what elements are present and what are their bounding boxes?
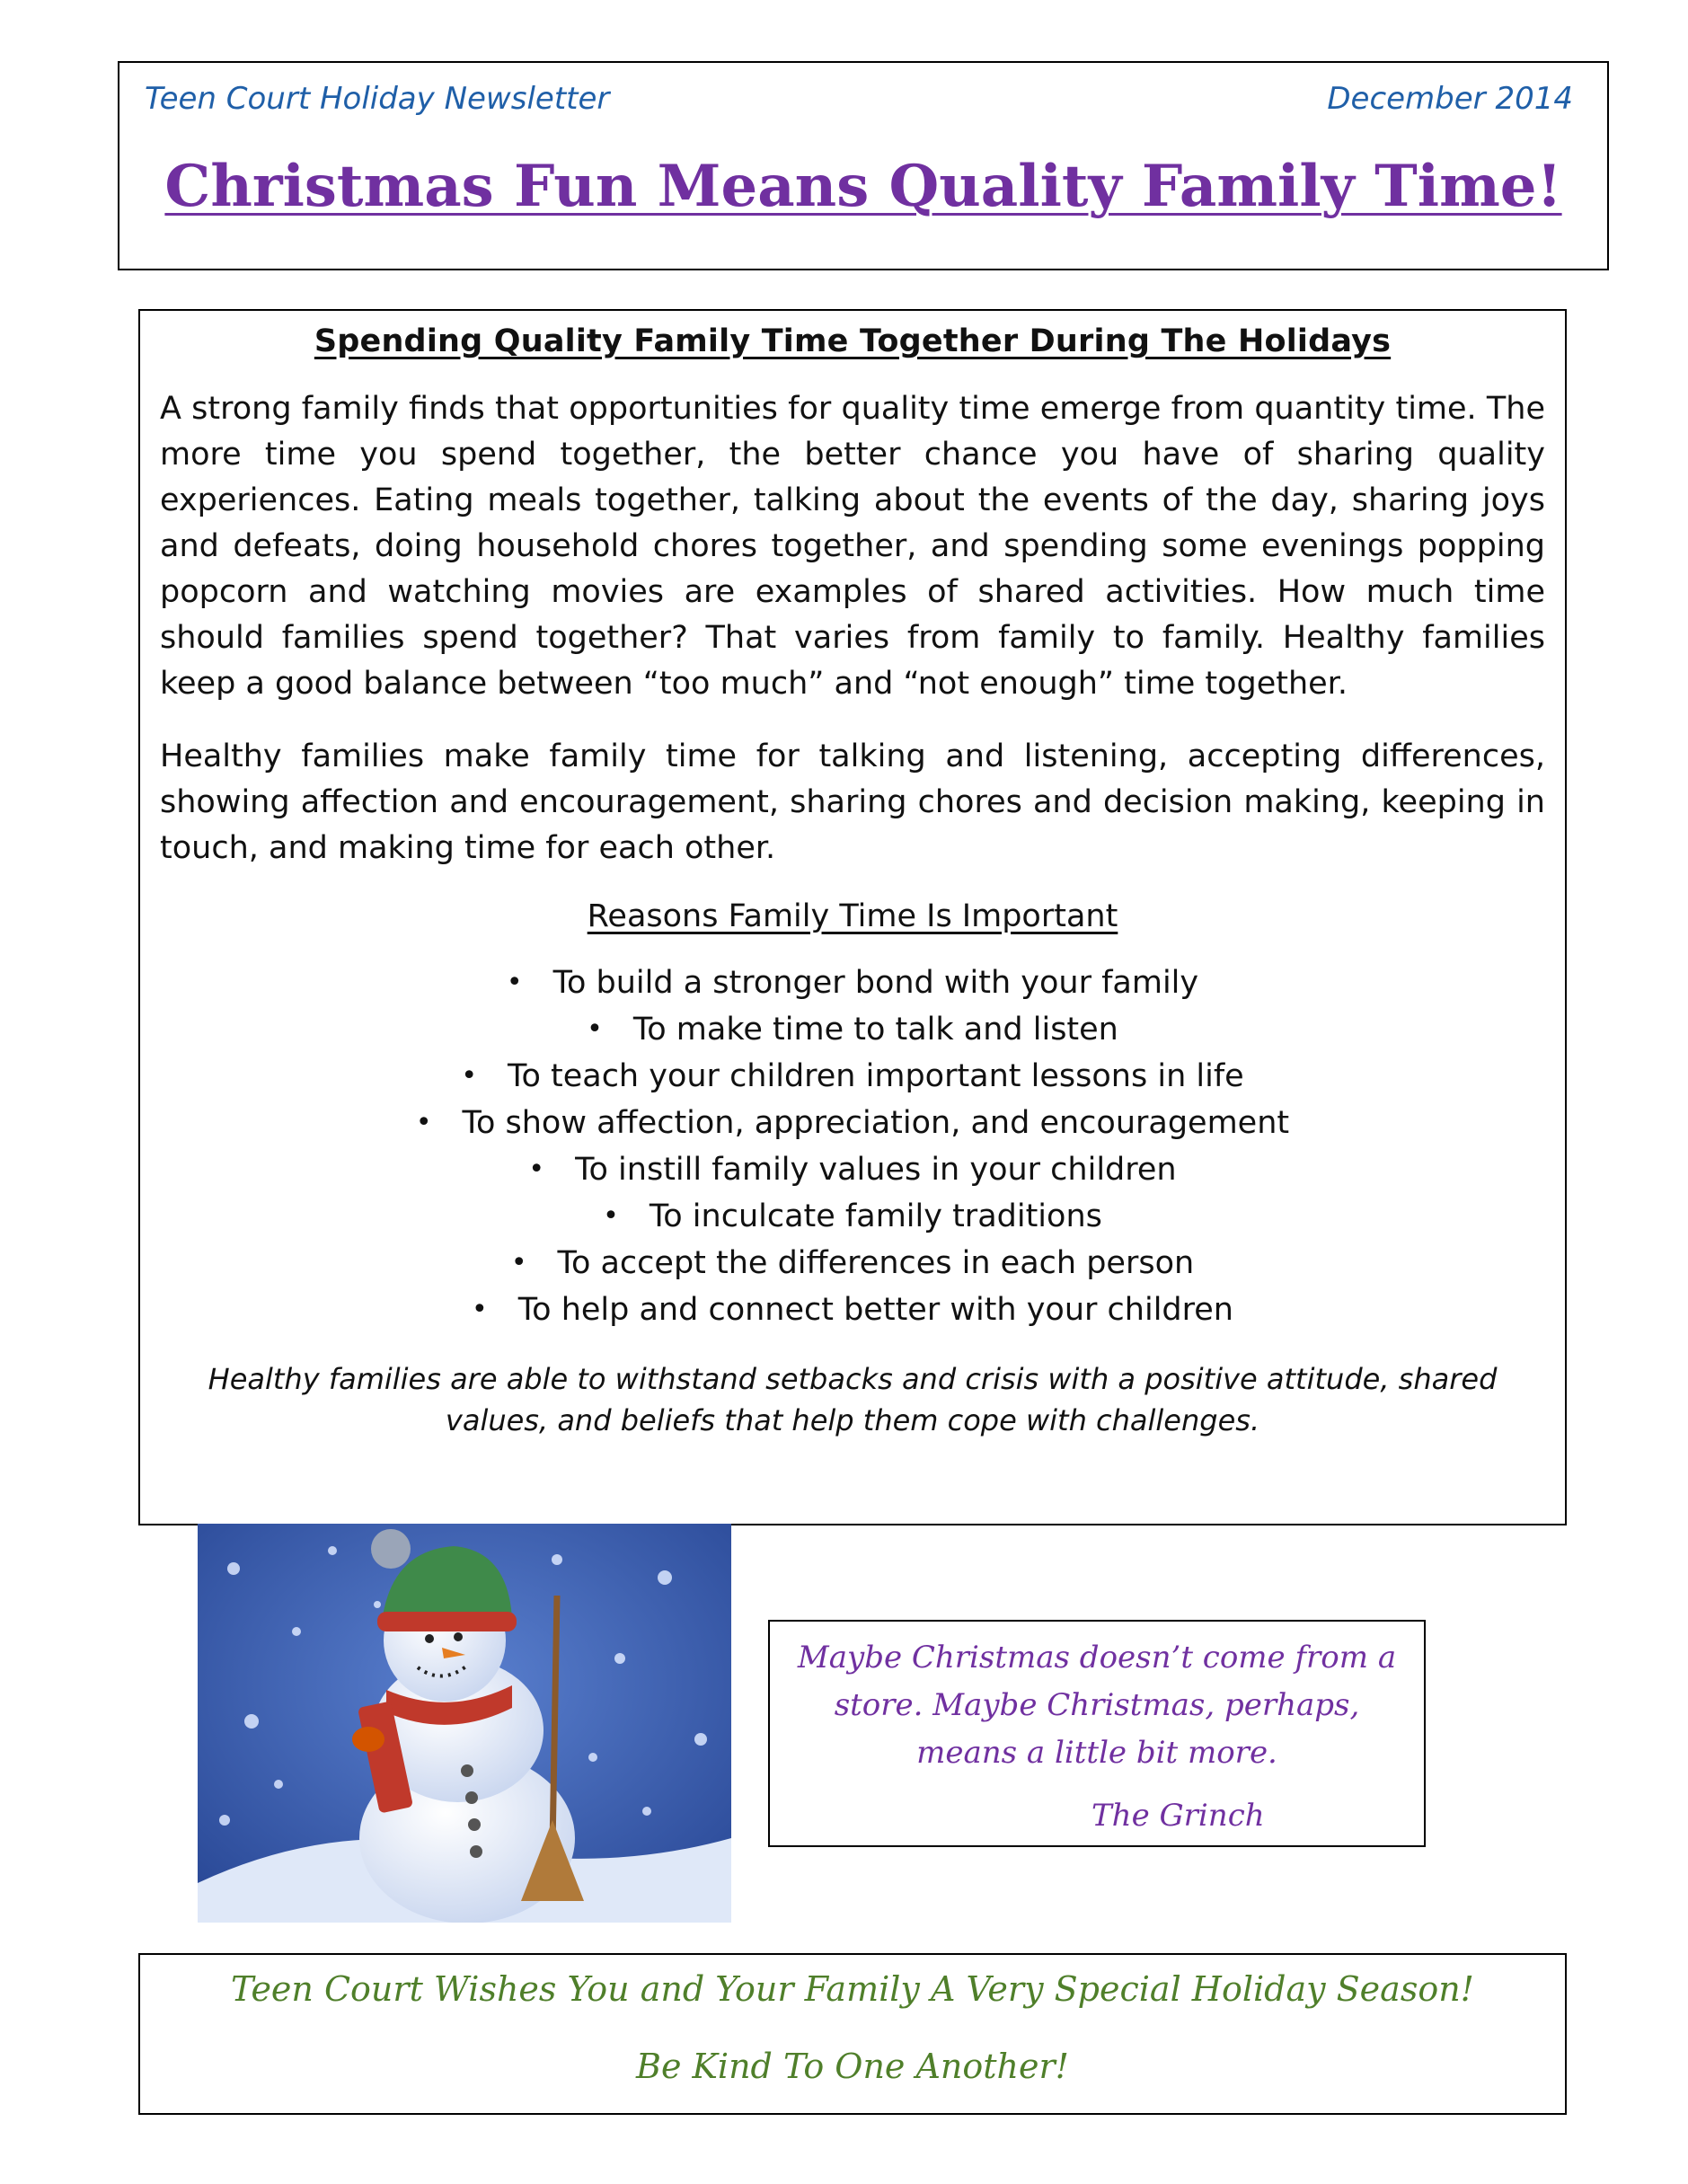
list-item [160, 1193, 1545, 1240]
list-item [160, 1146, 1545, 1193]
article-box [138, 309, 1567, 1525]
bullet-icon: • [415, 1107, 432, 1138]
article-paragraph-2: Healthy families make family time for talking and listening, accepting differences, showing affection and encouragement, sharing chores and decision making, keeping in touch, and making time for each other. [160, 738, 1545, 866]
reason-text: To make time to talk and listen [632, 1012, 1118, 1048]
reasons-list [160, 959, 1545, 1333]
footer-motto: Be Kind To One Another! [636, 2047, 1069, 2086]
reason-text: To help and connect better with your children [517, 1292, 1233, 1328]
list-item [160, 1006, 1545, 1053]
newsletter-name: Teen Court Holiday Newsletter [145, 81, 610, 117]
newsletter-date: December 2014 [1327, 81, 1573, 117]
bullet-icon: • [506, 967, 523, 998]
list-item [160, 1053, 1545, 1100]
bullet-icon: • [461, 1060, 478, 1092]
snowman-illustration [198, 1524, 731, 1923]
bullet-icon: • [603, 1200, 619, 1232]
list-item [160, 959, 1545, 1006]
reasons-heading: Reasons Family Time Is Important [587, 898, 1118, 934]
reason-text: To accept the differences in each person [557, 1245, 1195, 1281]
bullet-icon: • [472, 1294, 488, 1325]
list-item [160, 1240, 1545, 1287]
quote-box [768, 1620, 1426, 1847]
article-closing: Healthy families are able to withstand setbacks and crisis with a positive attitude, shared values, and beliefs that help them cope with challenges. [208, 1362, 1498, 1437]
footer-greeting: Teen Court Wishes You and Your Family A Very Special Holiday Season! [231, 1969, 1474, 2009]
quote-author: The Grinch [1091, 1798, 1265, 1834]
page-title: Christmas Fun Means Quality Family Time! [164, 153, 1562, 220]
bullet-icon: • [528, 1154, 545, 1185]
quote-text: Maybe Christmas doesn’t come from a store. Maybe Christmas, perhaps, means a little bit more. [797, 1640, 1397, 1771]
reason-text: To show affection, appreciation, and encouragement [462, 1105, 1290, 1141]
article-paragraph-1: A strong family finds that opportunities for quality time emerge from quantity time. The more time you spend together, the better chance you have of sharing quality experiences. Eating meals together, talking about the events of the day, sharing joys and defeats, doing household chores together, and spending some evenings popping popcorn and watching movies are examples of shared activities. How much time should families spend together? That varies from family to family. Healthy families keep a good balance between “too much” and “not enough” time together. [160, 391, 1545, 702]
footer-box [138, 1953, 1567, 2115]
list-item [160, 1100, 1545, 1146]
list-item [160, 1287, 1545, 1333]
bullet-icon: • [587, 1013, 603, 1045]
reason-text: To inculcate family traditions [649, 1198, 1102, 1234]
reason-text: To build a stronger bond with your family [552, 965, 1199, 1001]
bullet-icon: • [510, 1247, 527, 1278]
reason-text: To teach your children important lessons in life [508, 1058, 1244, 1094]
article-heading: Spending Quality Family Time Together During The Holidays [314, 323, 1392, 359]
newsletter-header [118, 61, 1609, 270]
reason-text: To instill family values in your children [575, 1152, 1177, 1188]
